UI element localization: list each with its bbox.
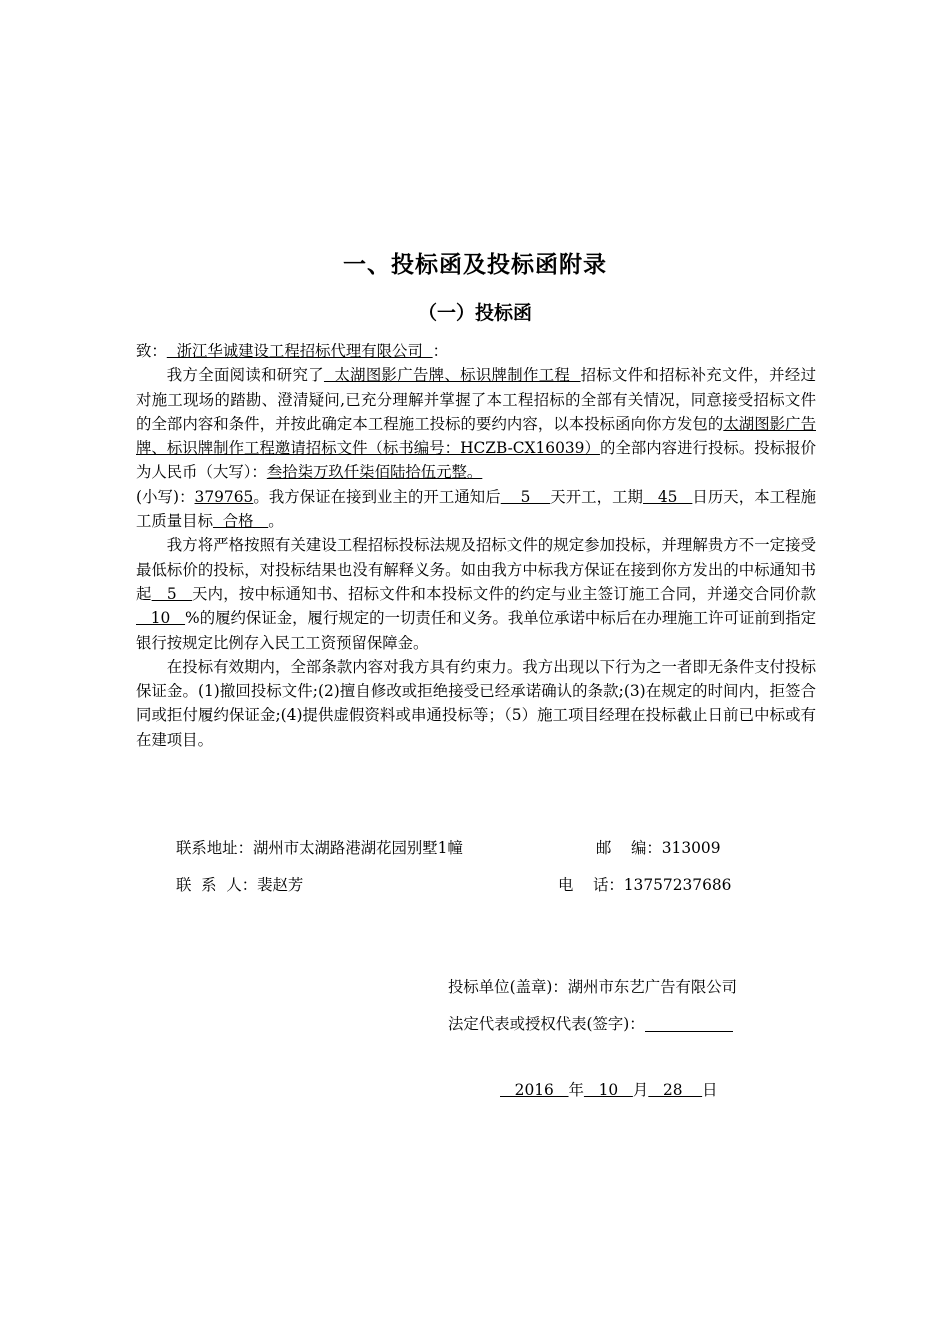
person-label: 联 系 人： [176,876,258,894]
phone-label: 电 话： [558,876,624,894]
contact-row-1 [176,836,776,858]
paragraph-2 [136,533,816,654]
section-subtitle: （一）投标函 [417,302,532,324]
quality-target: 合格 [212,512,269,531]
phone-value: 13757237686 [623,876,732,894]
para2-text: %的履约保证金，履行规定的一切责任和义务。我单位承诺中标后在办理施工许可证前到指定银行按规定比例存入民工工资预留保障金。 [136,609,817,652]
para1-text: 的全部内容进行投标。投标报价为人民币（大写）： [136,439,816,482]
postcode-label: 邮 编： [596,839,662,857]
contact-row-2 [176,873,776,895]
duration-days: 45 [643,487,693,506]
postcode-value: 313009 [661,839,721,857]
page-title: 一、投标函及投标函附录 [343,252,607,278]
letter-body [136,339,816,752]
representative-line [448,1012,733,1034]
contact-person [176,876,303,894]
postcode [596,836,721,858]
price-in-words: 叁拾柒万玖仟柒佰陆拾伍元整。 [266,463,483,482]
bid-document-name: 太湖图影广告牌、标识牌制作工程邀请招标文件（标书编号：HCZB-CX16039） [136,414,816,458]
year-unit: 年 [568,1081,584,1099]
para1-text: 招标文件和招标补充文件，并经过对施工现场的踏勘、澄清疑问,已充分理解并掌握了本工程招标的全部有关情况，同意接受招标文件的全部内容和条件，并按此确定本工程施工投标的要约内容，以本投标函向你方发包的 [136,366,816,433]
paragraph-1 [136,363,816,533]
para1-text: 。我方保证在接到业主的开工通知后 [253,487,501,506]
addressee: 浙江华诚建设工程招标代理有限公司 [166,342,433,360]
para2-text: 我方将严格按照有关建设工程招标投标法规及招标文件的规定参加投标，并理解贵方不一定接受最低标价的投标，对投标结果也没有解释义务。如由我方中标我方保证在接到你方发出的中标通知书起 [136,536,816,603]
project-name: 太湖图影广告牌、标识牌制作工程 [323,366,581,385]
day-unit: 日 [702,1081,718,1099]
para1-text: 天开工，工期 [550,487,643,506]
date-month: 10 [583,1081,633,1099]
price-in-numbers: 379765 [194,487,254,506]
bidder-line [448,975,737,997]
month-unit: 月 [632,1081,649,1099]
bidder-label: 投标单位(盖章)： [448,978,568,996]
para1-text: (小写)： [136,487,195,506]
para1-text: 。 [268,512,284,531]
para1-text: 日历天，本工程施工质量目标 [136,487,816,531]
date-line [500,1078,718,1100]
signature-blank[interactable] [645,1015,733,1032]
date-day: 28 [648,1081,703,1099]
address-label: 联系地址： [176,839,253,857]
address-value: 湖州市太湖路港湖花园别墅1幢 [252,839,463,857]
person-value: 裴赵芳 [257,876,304,894]
phone [558,873,731,895]
addressee-line [136,339,816,363]
date-year: 2016 [500,1081,569,1099]
para2-text: 天内，按中标通知书、招标文件和本投标文件的约定与业主签订施工合同，并递交合同价款 [192,584,816,603]
para1-text: 我方全面阅读和研究了 [166,366,324,385]
representative-label: 法定代表或授权代表(签字)： [448,1015,645,1033]
contract-days: 5 [151,584,193,603]
address [176,839,463,857]
start-days: 5 [500,487,551,506]
paragraph-3: 在投标有效期内，全部条款内容对我方具有约束力。我方出现以下行为之一者即无条件支付投标保证金。(1)撤回投标文件;(2)擅自修改或拒绝接受已经承诺确认的条款;(3)在规定的时间内，拒签合同或拒付履约保证金;(4)提供虚假资料或串通投标等；（5）施工项目经理在投标截止日前已中标或有在建项目。 [136,657,816,749]
to-suffix: ： [432,342,449,360]
to-prefix: 致： [136,342,167,360]
bidder-name: 湖州市东艺广告有限公司 [567,978,738,996]
deposit-percent: 10 [136,609,186,628]
